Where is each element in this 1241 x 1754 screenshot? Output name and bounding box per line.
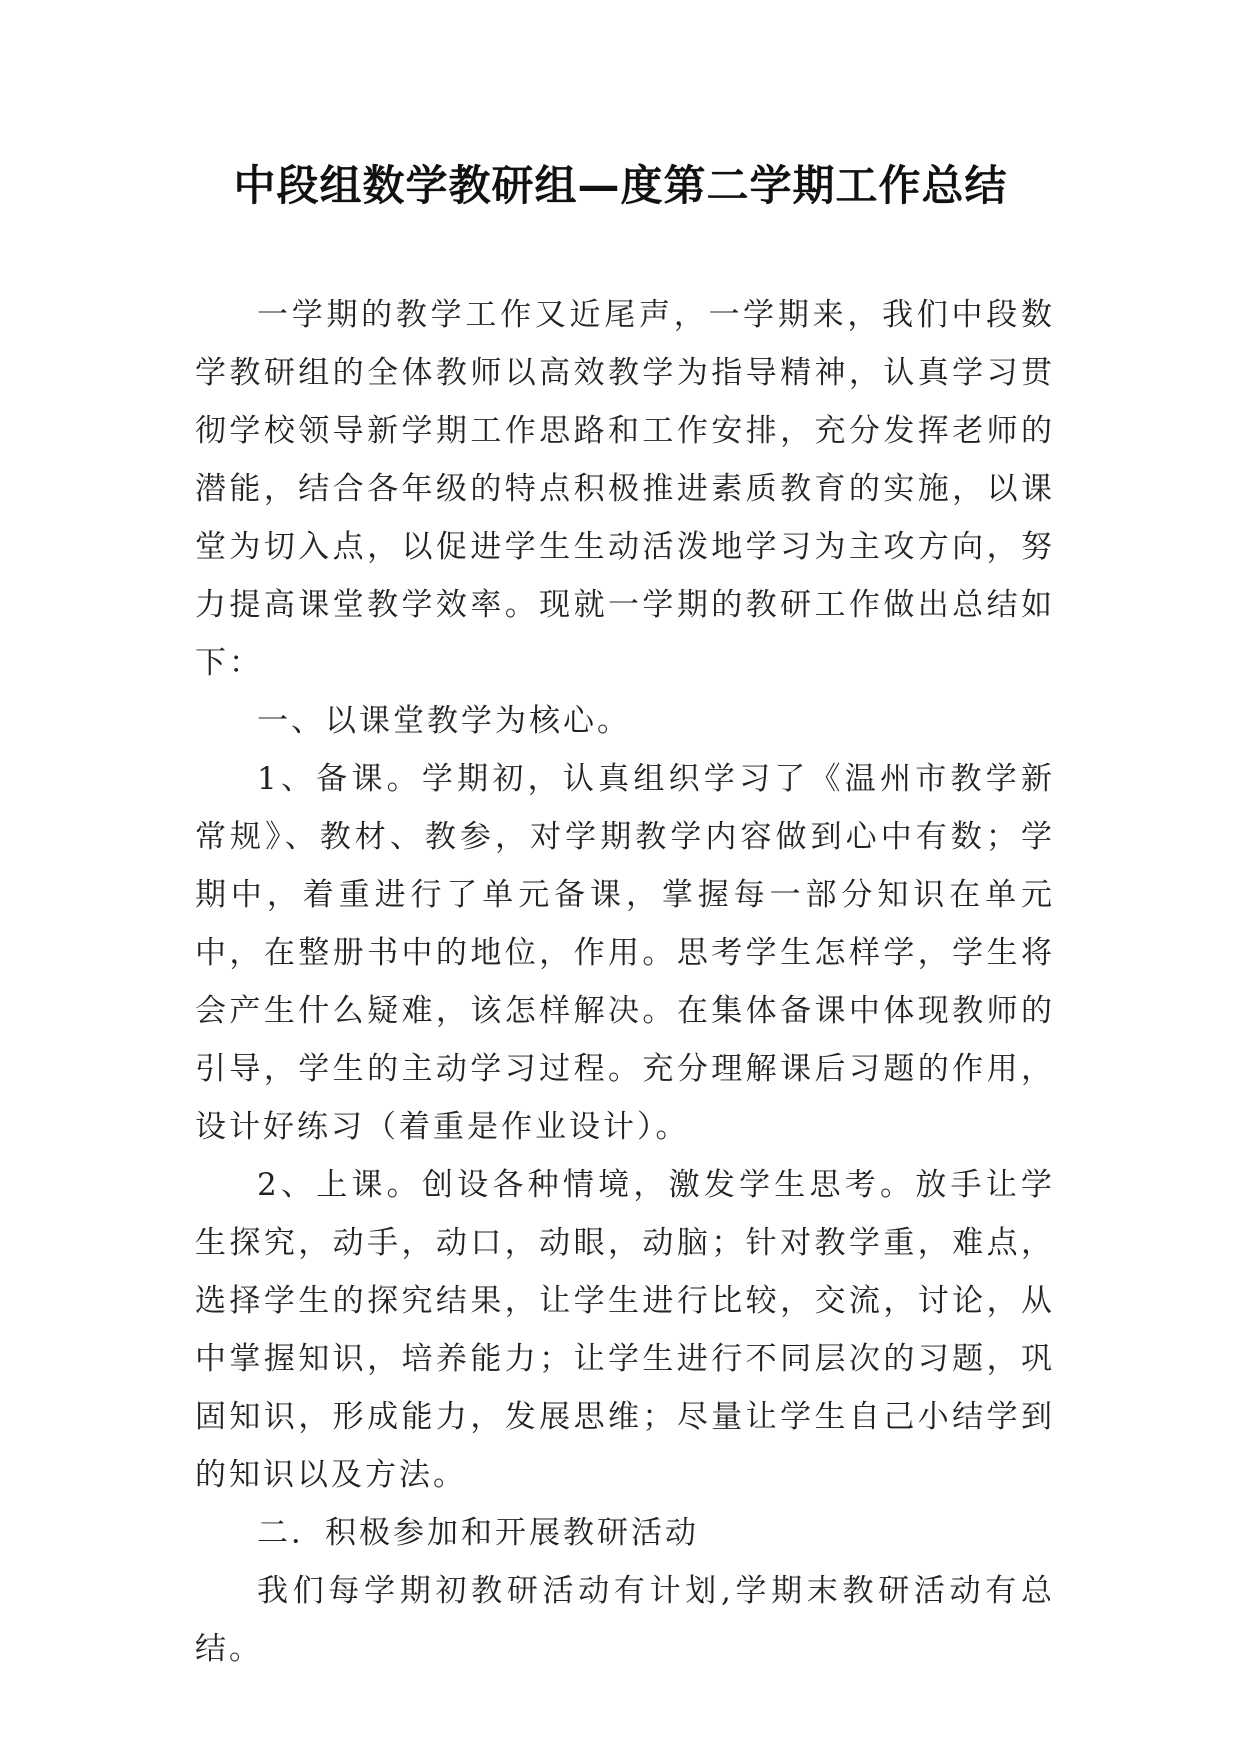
section-heading-2: 二．积极参加和开展教研活动 [257, 1515, 699, 1551]
document-body [195, 286, 1055, 1678]
paragraph-lesson-prep: 1、备课。学期初，认真组织学习了《温州市教学新常规》、教材、教参，对学期教学内容做到心中有数；学期中，着重进行了单元备课，掌握每一部分知识在单元中，在整册书中的地位，作用。思考学生怎样学，学生将会产生什么疑难，该怎样解决。在集体备课中体现教师的引导，学生的主动学习过程。充分理解课后习题的作用，设计好练习（着重是作业设计）。 [195, 761, 1055, 1145]
document-title: 中段组数学教研组—度第二学期工作总结 [233, 161, 1008, 210]
paragraph-teaching: 2、上课。创设各种情境，激发学生思考。放手让学生探究，动手，动口，动眼，动脑；针对教学重，难点，选择学生的探究结果，让学生进行比较，交流，讨论，从中掌握知识，培养能力；让学生进行不同层次的习题，巩固知识，形成能力，发展思维；尽量让学生自己小结学到的知识以及方法。 [195, 1167, 1055, 1493]
paragraph-research-activities: 我们每学期初教研活动有计划,学期末教研活动有总结。 [195, 1573, 1055, 1667]
section-heading-1: 一、以课堂教学为核心。 [257, 703, 631, 739]
paragraph-intro: 一学期的教学工作又近尾声，一学期来，我们中段数学教研组的全体教师以高效教学为指导精神，认真学习贯彻学校领导新学期工作思路和工作安排，充分发挥老师的潜能，结合各年级的特点积极推进素质教育的实施，以课堂为切入点，以促进学生生动活泼地学习为主攻方向，努力提高课堂教学效率。现就一学期的教研工作做出总结如下： [195, 297, 1055, 681]
